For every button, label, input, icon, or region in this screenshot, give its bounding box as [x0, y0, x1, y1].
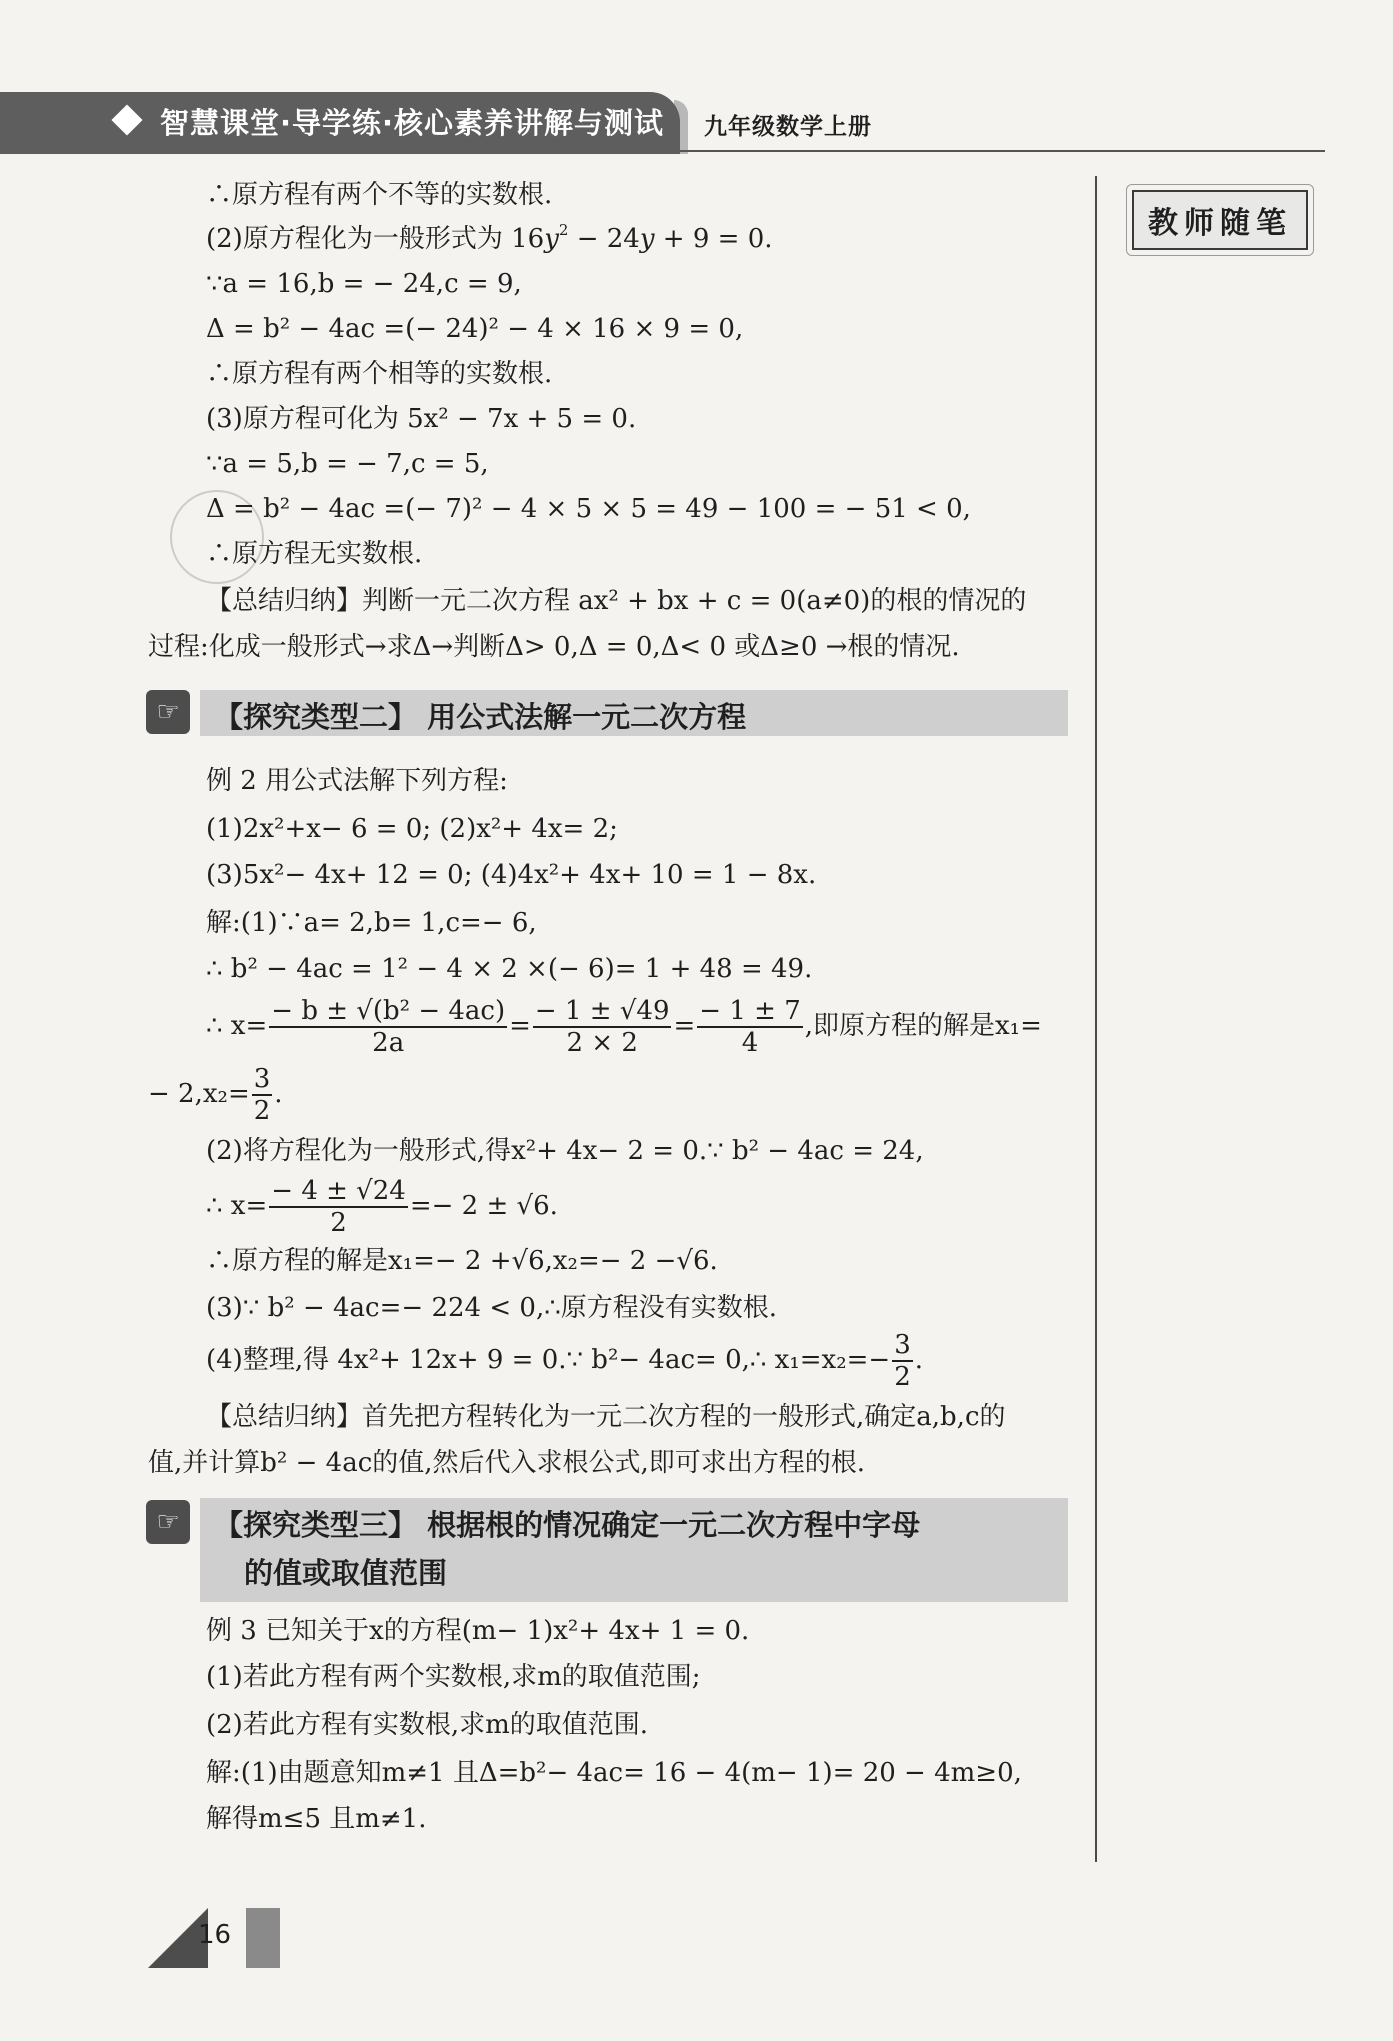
solution-line: (3)∵ b² − 4ac=− 224 < 0,∴原方程没有实数根. [206, 1293, 778, 1323]
question-line: (1)2x²+x− 6 = 0; (2)x²+ 4x= 2; [206, 814, 618, 844]
text-line: Δ = b² − 4ac =(− 7)² − 4 × 5 × 5 = 49 − 100 = − 51 < 0, [206, 494, 971, 524]
formula-line: (4)整理,得 4x²+ 12x+ 9 = 0.∵ b²− 4ac= 0,∴ x₁=x₂=− $\frac{3}{2}$ . [206, 1330, 924, 1392]
question-line: (2)若此方程有实数根,求m的取值范围. [206, 1710, 649, 1740]
solution-line: ∴原方程的解是x₁=− 2 +√6,x₂=− 2 −√6. [206, 1246, 718, 1276]
formula-line: ∴ x= $\frac{\text{− b ± √(b² − 4ac)}}{2a}$ = $\frac{- 1 \pm √49}{2 \times 2}$ = $\frac{- 1 \pm 7}{4}$ ,即原方程的解是x₁= [206, 996, 1042, 1058]
text-line: Δ = b² − 4ac =(− 24)² − 4 × 16 × 9 = 0, [206, 314, 744, 344]
section-title: 【探究类型三】 根据根的情况确定一元二次方程中字母 [214, 1508, 921, 1542]
summary-line: 【总结归纳】首先把方程转化为一元二次方程的一般形式,确定a,b,c的 [206, 1402, 1006, 1432]
footer-bar [246, 1908, 280, 1968]
question-line: (1)若此方程有两个实数根,求m的取值范围; [206, 1662, 701, 1692]
page-number: 16 [198, 1920, 232, 1950]
solution-line: 解:(1)由题意知m≠1 且Δ=b²− 4ac= 16 − 4(m− 1)= 20 − 4m≥0, [206, 1758, 1022, 1788]
example-title: 例 2 用公式法解下列方程: [206, 766, 508, 796]
solution-line: 解:(1)∵a= 2,b= 1,c=− 6, [206, 908, 537, 938]
text-line: ∵a = 5,b = − 7,c = 5, [206, 449, 489, 479]
text-line: ∴原方程无实数根. [206, 539, 423, 569]
margin-rule [1095, 176, 1097, 1862]
solution-line: (2)将方程化为一般形式,得x²+ 4x− 2 = 0.∵ b² − 4ac = 24, [206, 1136, 924, 1166]
pointing-hand-icon: ☞ [146, 1500, 190, 1544]
pointing-hand-icon: ☞ [146, 690, 190, 734]
text-line: (2)原方程化为一般形式为 $16y^2 - 24y + 9 = 0$. [206, 221, 773, 254]
solution-line: ∴ b² − 4ac = 1² − 4 × 2 ×(− 6)= 1 + 48 = 49. [206, 954, 813, 984]
solution-line: 解得m≤5 且m≠1. [206, 1804, 427, 1834]
text-line: (3)原方程可化为 5x² − 7x + 5 = 0. [206, 404, 637, 434]
example-title: 例 3 已知关于x的方程(m− 1)x²+ 4x+ 1 = 0. [206, 1616, 750, 1646]
section-title-cont: 的值或取值范围 [244, 1556, 448, 1590]
text-line: ∴原方程有两个不等的实数根. [206, 180, 553, 210]
section-title: 【探究类型二】 用公式法解一元二次方程 [214, 700, 747, 734]
formula-line: − 2,x₂= $\frac{3}{2}$ . [148, 1064, 283, 1126]
question-line: (3)5x²− 4x+ 12 = 0; (4)4x²+ 4x+ 10 = 1 − 8x. [206, 860, 817, 890]
summary-line: 过程:化成一般形式→求Δ→判断Δ> 0,Δ = 0,Δ< 0 或Δ≥0 →根的情况. [148, 632, 960, 662]
header-rule [680, 150, 1325, 152]
teacher-notes-badge: 教师随笔 [1132, 190, 1308, 250]
formula-line: ∴ x= $\frac{- 4 \pm √24}{2}$ =− 2 ± √6. [206, 1176, 558, 1238]
text-line: ∵a = 16,b = − 24,c = 9, [206, 269, 522, 299]
text-line: ∴原方程有两个相等的实数根. [206, 359, 553, 389]
book-title: 智慧课堂·导学练·核心素养讲解与测试 [160, 106, 665, 140]
summary-line: 【总结归纳】判断一元二次方程 ax² + bx + c = 0(a≠0)的根的情况的 [206, 586, 1027, 616]
summary-line: 值,并计算b² − 4ac的值,然后代入求根公式,即可求出方程的根. [148, 1448, 866, 1478]
grade-label: 九年级数学上册 [704, 114, 872, 140]
